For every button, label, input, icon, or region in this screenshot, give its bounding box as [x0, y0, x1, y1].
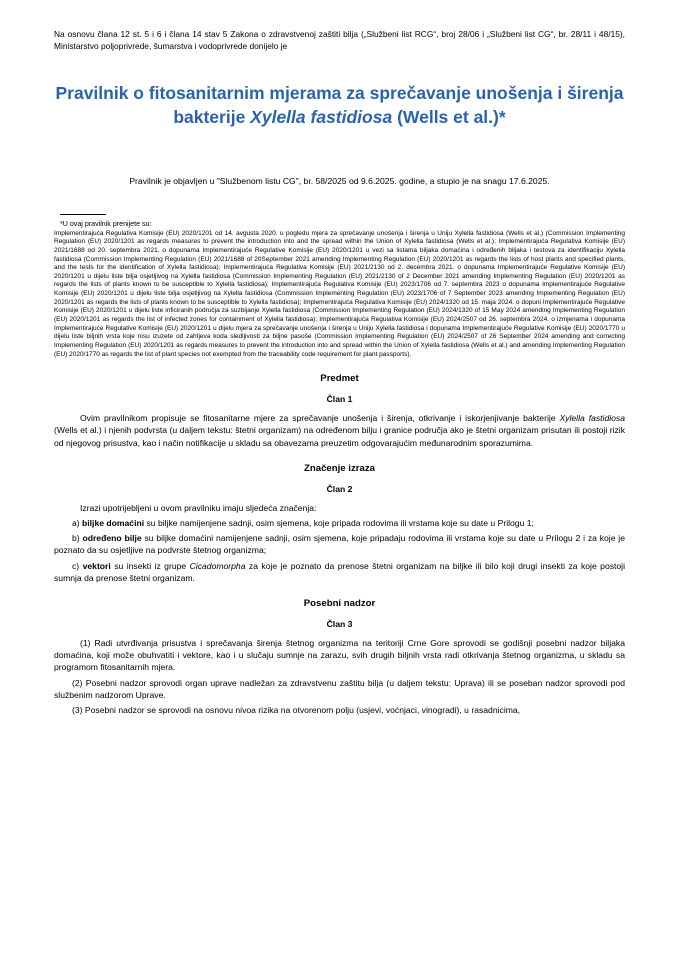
paragraph-text: a) — [72, 518, 83, 529]
paragraph-text: (3) Posebni nadzor se sprovodi na osnovu nivoa rizika na otvorenom polju (usjevi, voćnjaci, vinogradi), u rasadnicima, — [72, 705, 521, 716]
legal-basis-paragraph: Na osnovu člana 12 st. 5 i 6 i člana 14 stav 5 Zakona o zdravstvenoj zaštiti bilja („Službeni list RCG“, broj 28/06 i „Službeni list CG“, br. 28/11 i 48/15), Ministarstvo poljoprivrede, šumarstva i vodoprivrede donijelo je — [54, 29, 625, 52]
paragraph-text: Cicadomorpha — [189, 560, 246, 571]
paragraph-text: biljke domaćini — [82, 518, 145, 529]
section-heading: Predmet — [320, 373, 359, 385]
title-line-2-prefix: bakterije — [173, 107, 251, 127]
article-heading: Član 3 — [326, 619, 353, 630]
paragraph-text: vektori — [82, 560, 111, 571]
paragraph-text: c) — [72, 560, 83, 571]
paragraph — [54, 532, 625, 556]
paragraph-text: određeno bilje — [82, 533, 142, 544]
title-line-2-suffix: (Wells et al.)* — [392, 107, 506, 127]
title-line-1: Pravilnik o fitosanitarnim mjerama za sprečavanje unošenja i širenja — [55, 83, 624, 104]
article-heading: Član 2 — [326, 483, 353, 494]
paragraph — [54, 412, 625, 449]
paragraph — [54, 502, 625, 514]
page-title — [54, 82, 625, 129]
title-species-name: Xylella fastidiosa — [250, 107, 393, 127]
paragraph — [54, 704, 625, 716]
paragraph-text: Ovim pravilnikom propisuje se fitosanitarne mjere za sprečavanje unošenja i širenja, otkrivanje i iskorjenjivanje bakterije — [80, 413, 560, 424]
paragraph-text: (Wells et al.) i njenih podvrsta (u daljem tekstu: štetni organizam) na određenom bilju i granice područja ako je štetni organizam prisutan ili postoji rizik od njegovog prisustva, kao i način notifikacije u skladu sa obavezama preuzetim odgovarajućim međunarodnim sporazumima. — [54, 425, 625, 448]
footnote-divider — [60, 214, 106, 215]
section-heading: Značenje izraza — [304, 462, 375, 474]
section-heading: Posebni nadzor — [303, 598, 376, 610]
paragraph — [54, 517, 625, 529]
paragraph-text: su insekti iz grupe — [110, 560, 190, 571]
paragraph-text: za koje je poznato da prenose štetni organizam na biljke ili bilo koji drugi insekti za koje postoji sumnja da prenose štetni organizam. — [54, 560, 626, 583]
paragraph-text: (1) Radi utvrđivanja prisustva i sprečavanja širenja štetnog organizma na teritoriji Crne Gore sprovodi se godišnji posebni nadzor biljaka domaćina, koji može obuhvatiti i vektore, kao i u slučaju sumnje na zarazu, svih drugih biljnih vrsta radi otkrivanja štetnog organizma, u skladu sa programom fitosanitarnih mjera. — [54, 638, 625, 673]
paragraph-text: (2) Posebni nadzor sprovodi organ uprave nadležan za zdravstvenu zaštitu bilja (u daljem tekstu: Uprava) ili se poseban nadzor sprovodi pod službenim nadzorom Uprave. — [54, 677, 625, 700]
paragraph — [54, 637, 625, 674]
paragraph-text: su biljke namijenjene sadnji, osim sjemena, koje pripada rodovima ili vrstama koje su date u Prilogu 1; — [144, 518, 534, 529]
footnote-heading: *U ovaj pravilnik prenijete su: — [60, 219, 152, 228]
paragraph — [54, 560, 625, 584]
publication-note: Pravilnik je objavljen u "Službenom listu CG", br. 58/2025 od 9.6.2025. godine, a stupio je na snagu 17.6.2025. — [129, 175, 550, 186]
paragraph-text: su biljke domaćini namijenjene sadnji, osim sjemena, koje pripadaju rodovima ili vrstama koje su date u Prilogu 2 i za koje je poznato da su osjetljive na podvrste štetnog organizma; — [54, 533, 625, 556]
article-heading: Član 1 — [326, 394, 353, 405]
paragraph — [54, 677, 625, 701]
paragraph-text: b) — [72, 533, 83, 544]
document-sections — [54, 373, 625, 716]
footnote-body: Implementirajuća Regulativa Komisije (EU) 2020/1201 od 14. avgusta 2020. u pogledu mjera za sprečavanje unošenja i širenja u Uniju Xylella fastidiosa (Wells et al.) (Commission Implementing Regulation (EU) 2020/1201 as regards measures to prevent the introduction into and the spread within the Union of Xylella fastidiosa (Wells et al.); Implementirajuća Regulativa Komisije (EU) 2021/1688 od 20. septembra 2021. o dopunama Implementirajuće Regulative Komisije (EU) 2020/1201 u vezi sa listama biljaka domaćina i određenih biljaka i testova za identifikaciju Xylella fastidiosa (Commission Implementing Regulation (EU) 2021/1688 of 20September 2021 amending Implementing Regulation (EU) 2020/1201 as regards the lists of host plants and specified plants, and the tests for the identification of Xylella fastidiosa); Implementirajuća Regulativa Komisije (EU) 2021/2130 od 2. decembra 2021. o dopunama Implementirajuće Regulative Komisije (EU) 2020/1201 u dijelu liste bilja osjetljivog na Xylella fastidiosa (Commission Implementing Regulation (EU) 2021/2130 of 2 December 2021 amending Implementing Regulation (EU) 2020/1201 as regards the lists of plants known to be susceptible to Xylella fastidiosa); Implementirajuća Regulativa Komisije (EU) 2023/1706 od 7. septembra 2023 o dopunama Implementirajuće Regulative Komisije (EU) 2020/1201 u dijelu liste bilja osjetljivog na Xylella fastidiosa (Commission Implementing Regulation (EU) 2023/1706 of 7 September 2023 amending Implementing Regulation (EU) 2020/1201 as regards the lists of plants known to be susceptible to Xylella fastidiosa); Implementirajuća Regulativa Komisije (EU) 2024/1320 od 15. maja 2024. o dopuni Implementirajuće Regulative Komisije (EU) 2020/1201 u dijelu liste inficiranih područja za suzbijanje Xylella fastidiosa (Commission Implementing Regulation (EU) 2024/1320 of 15 May 2024 amending Implementing Regulation (EU) 2020/1201 as regards the list of infected zones for containment of Xylella fastidiosa); Implementirajuća Regulativa Komisije (EU) 2024/2507 od 26. septembra 2024. o izmjenama i dopunama Implementirajuće Regulative Komisije (EU) 2020/1201 u dijelu mjera za sprečavanje unošenja i širenja u Uniju Xylella fastidiosa i dopunama Implementirajuće Regulative Komisije (EU) 2020/1770 u dijelu liste biljnih vrsta koje nisu izuzete od zahtjeva koda sledljivosti za biljne pasoše (Commission Implementing Regulation (EU) 2024/2507 of 26 September 2024 amending and correcting Implementing Regulation (EU) 2020/1201 as regards measures to prevent the introduction into and spread within the Union of Xylella fastidiosa (Wells et al.) and amending Implementing Regulation (EU) 2020/1770 as regards the list of plant species not exempted from the traceability code requirement for plant passports). — [54, 229, 625, 358]
paragraph-text: Izrazi upotrijebljeni u ovom pravilniku imaju sljedeća značenja: — [80, 502, 317, 513]
paragraph-text: Xylella fastidiosa — [559, 413, 625, 424]
